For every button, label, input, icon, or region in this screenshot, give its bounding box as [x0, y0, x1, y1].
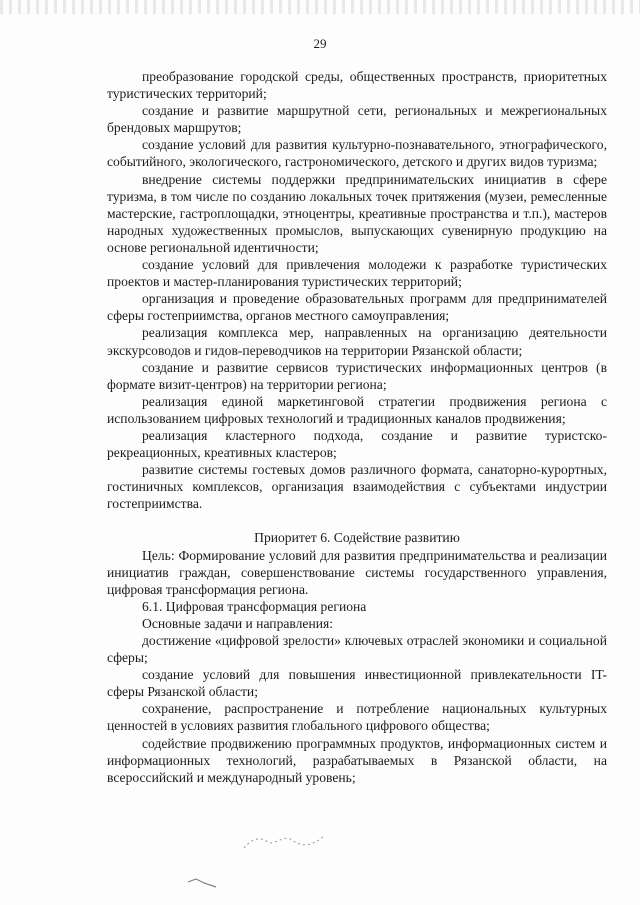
signature-scribble-mark: [240, 828, 330, 856]
paragraph: содействие продвижению программных продуктов, информационных систем и информационных технологий, разрабатываемых в Рязанской области, на всероссийский и международный уровень;: [107, 735, 607, 785]
paragraph: создание условий для привлечения молодежи к разработке туристических проектов и мастер-планирования туристических территорий;: [107, 257, 607, 290]
blank-line: [107, 512, 607, 529]
paragraph: преобразование городской среды, общественных пространств, приоритетных туристических территорий;: [107, 69, 607, 102]
paragraph: реализация комплекса мер, направленных на организацию деятельности экскурсоводов и гидов-переводчиков на территории Рязанской области;: [107, 325, 607, 358]
goal-paragraph: Цель: Формирование условий для развития предпринимательства и реализации инициатив граждан, совершенствование системы государственного управления, цифровая трансформация региона.: [107, 547, 607, 597]
paragraph: внедрение системы поддержки предпринимательских инициатив в сфере туризма, в том числе по созданию локальных точек притяжения (музеи, ремесленные мастерские, гастроплощадки, этноцентры, креативные пространства и т.п.), мастеров народных художественных промыслов, выпускающих сувенирную продукцию на основе региональной идентичности;: [107, 171, 607, 255]
page-number: 29: [313, 36, 327, 51]
paragraph: создание условий для развития культурно-познавательного, этнографического, событийного, экологического, гастрономического, детского и других видов туризма;: [107, 137, 607, 170]
paragraph: создание и развитие сервисов туристических информационных центров (в формате визит-центров) на территории региона;: [107, 359, 607, 392]
paragraph: реализация кластерного подхода, создание и развитие туристско-рекреационных, креативных кластеров;: [107, 427, 607, 461]
paragraph: достижение «цифровой зрелости» ключевых отраслей экономики и социальной сферы;: [107, 633, 607, 666]
tasks-intro: Основные задачи и направления:: [142, 615, 334, 631]
scan-stroke-mark: [186, 876, 220, 890]
paragraph: реализация единой маркетинговой стратегии продвижения региона с использованием цифровых технологий и традиционных каналов продвижения;: [107, 393, 607, 426]
paragraph: организация и проведение образовательных программ для предпринимателей сферы гостеприимства, органов местного самоуправления;: [107, 291, 607, 324]
document-body: [107, 68, 607, 786]
scan-top-border: [0, 0, 640, 14]
section-heading: 6.1. Цифровая трансформация региона: [142, 598, 367, 614]
paragraph: сохранение, распространение и потребление национальных культурных ценностей в условиях развития глобального цифрового общества;: [107, 701, 607, 734]
paragraph: создание условий для повышения инвестиционной привлекательности IT-сферы Рязанской области;: [107, 667, 607, 700]
priority-heading: Приоритет 6. Содействие развитию: [254, 530, 460, 546]
paragraph: создание и развитие маршрутной сети, региональных и межрегиональных брендовых маршрутов;: [107, 103, 607, 136]
paragraph: развитие системы гостевых домов различного формата, санаторно-курортных, гостиничных комплексов, организация взаимодействия с субъектами индустрии гостеприимства.: [107, 462, 607, 512]
